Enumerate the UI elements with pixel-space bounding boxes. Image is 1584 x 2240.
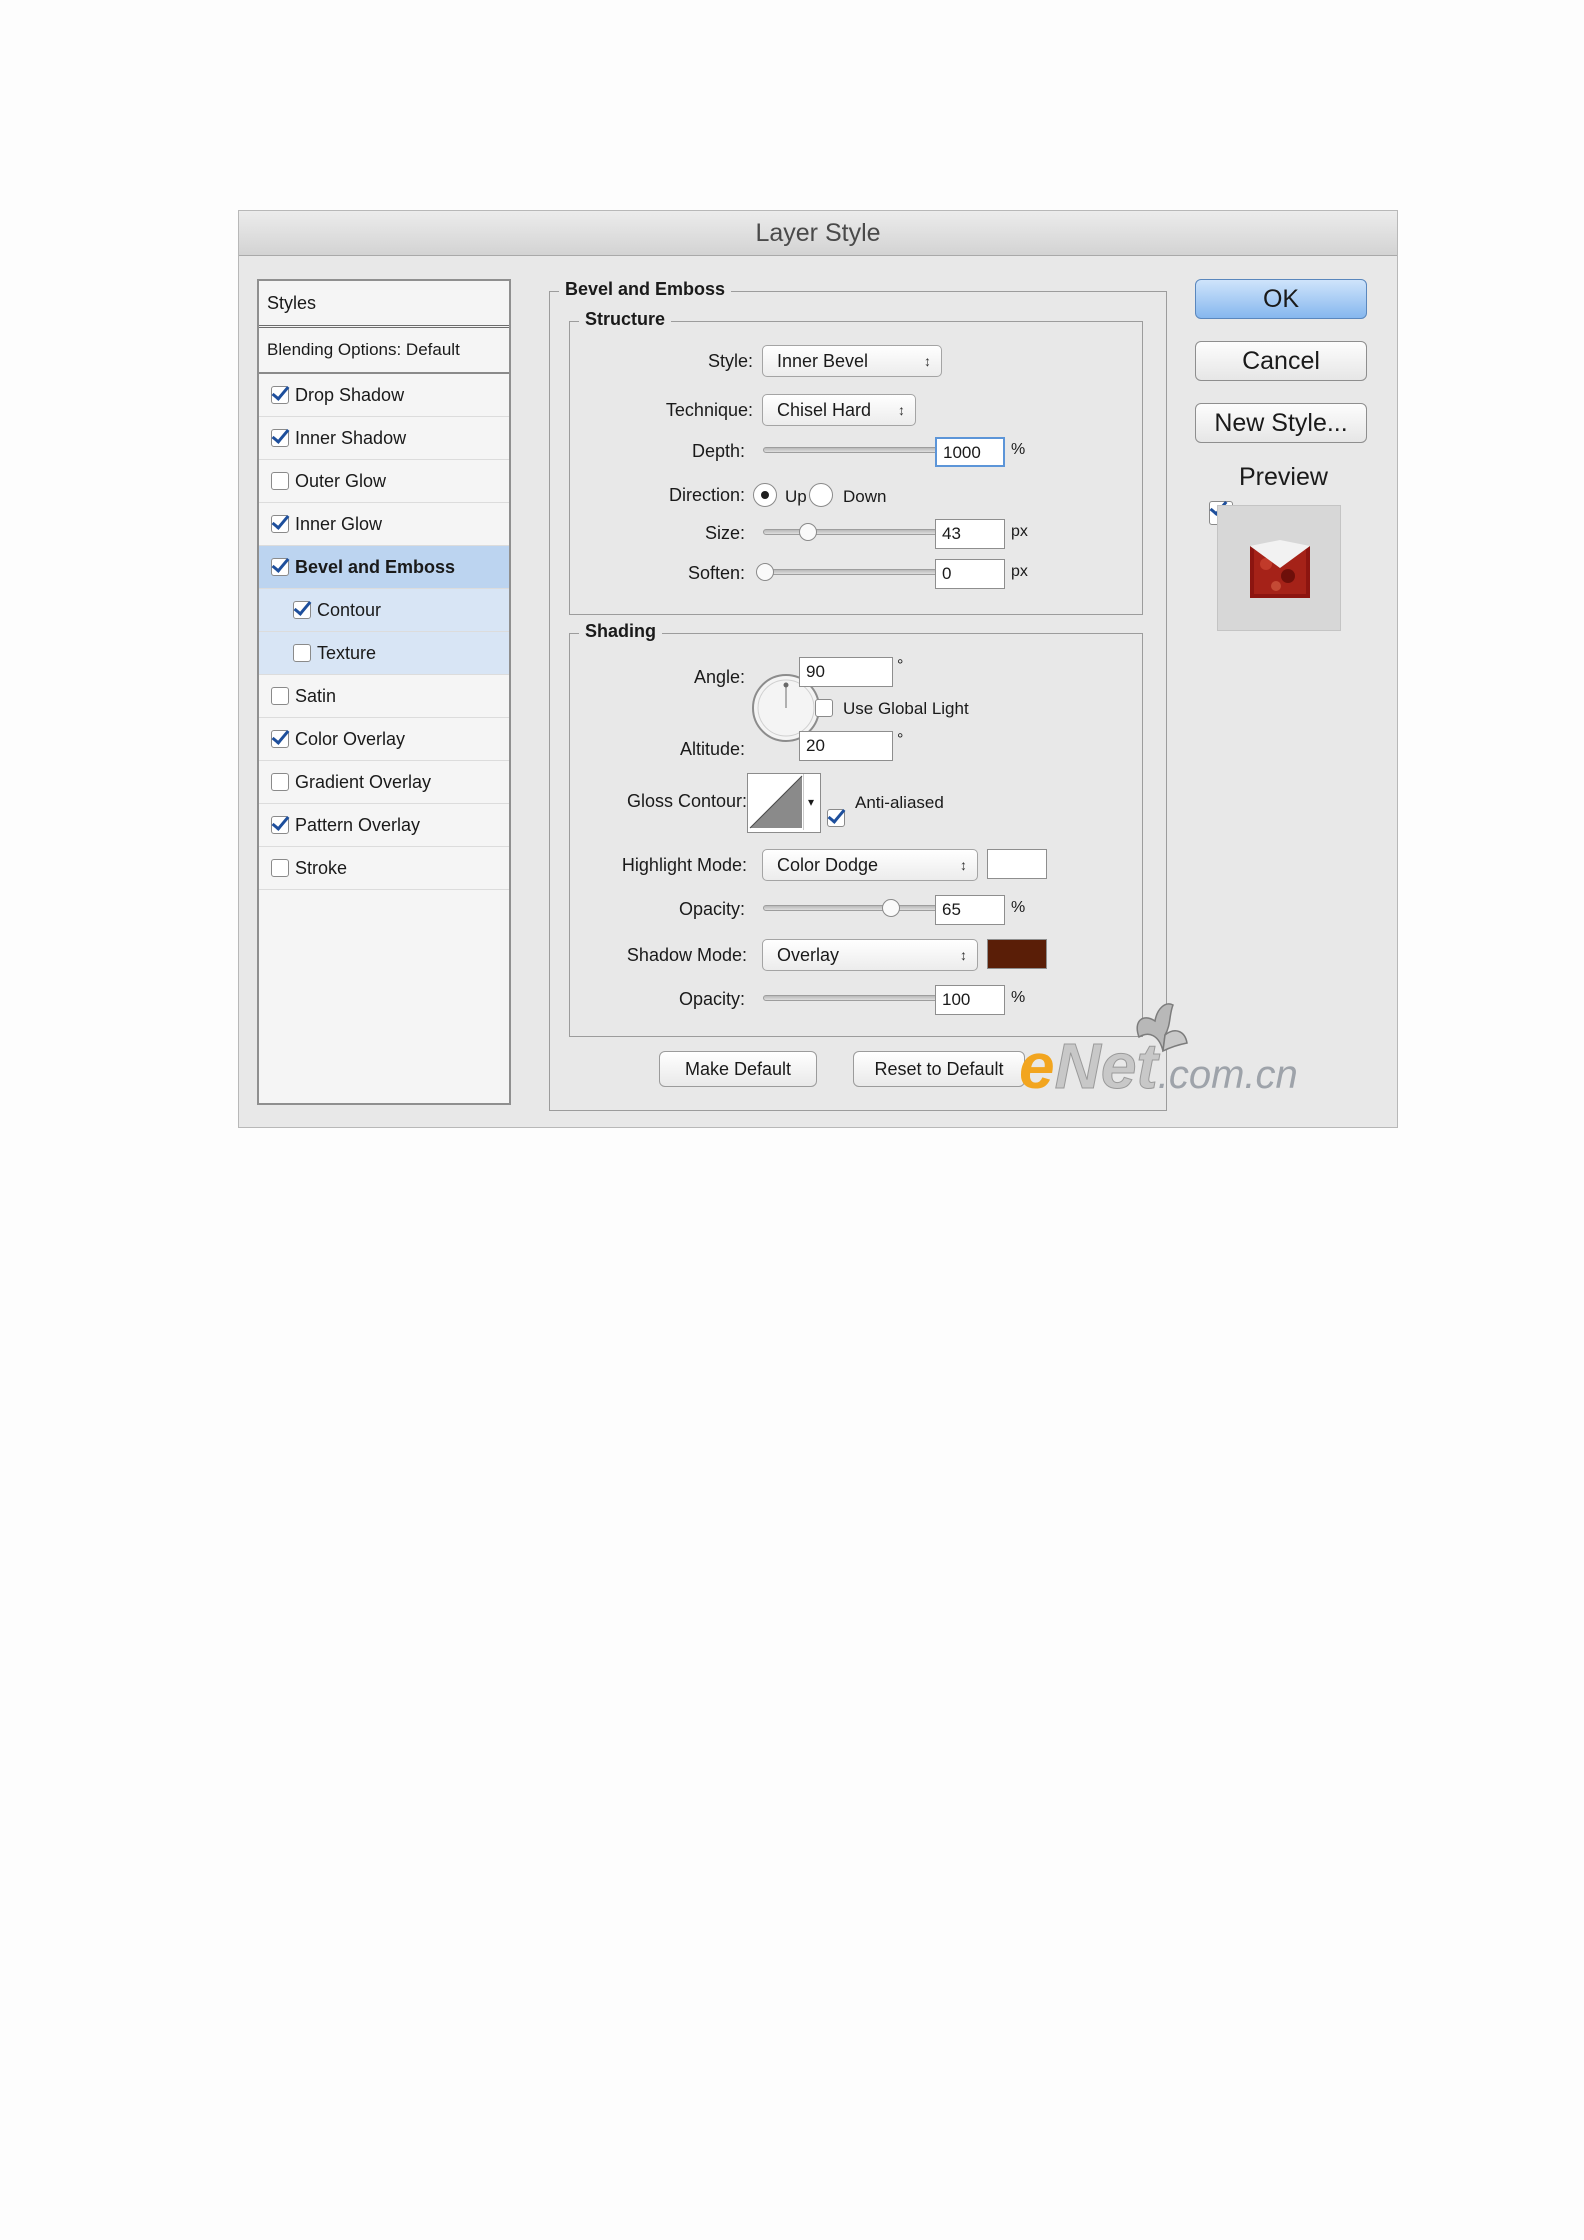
style-item[interactable] <box>259 460 509 503</box>
angle-degree: ° <box>897 657 904 674</box>
style-item[interactable] <box>259 847 509 890</box>
updown-arrow-icon: ↕ <box>960 857 967 873</box>
style-item-label: Inner Glow <box>295 513 383 534</box>
highlight-opacity-slider[interactable] <box>763 905 959 911</box>
angle-label: Angle: <box>693 667 745 687</box>
direction-up-label: Up <box>785 487 807 506</box>
shading-title: Shading <box>579 621 662 642</box>
highlight-color-swatch[interactable] <box>987 849 1047 879</box>
shadow-opacity-unit: % <box>1011 989 1026 1006</box>
highlight-opacity-unit: % <box>1011 899 1026 916</box>
highlight-mode-value: Color Dodge <box>777 855 879 875</box>
size-field[interactable]: 43 <box>935 519 1005 549</box>
soften-field[interactable]: 0 <box>935 559 1005 589</box>
style-label: Style: <box>707 351 753 371</box>
soften-label: Soften: <box>687 563 745 583</box>
highlight-opacity-label: Opacity: <box>678 899 745 919</box>
bevel-emboss-title: Bevel and Emboss <box>559 279 731 300</box>
technique-value: Chisel Hard <box>777 400 872 420</box>
style-item-checkbox[interactable] <box>293 601 311 619</box>
structure-title: Structure <box>579 309 671 330</box>
style-item[interactable] <box>259 589 509 632</box>
depth-slider[interactable] <box>763 447 959 453</box>
anti-aliased-label: Anti-aliased <box>855 793 944 812</box>
shadow-opacity-slider[interactable] <box>763 995 959 1001</box>
style-item-label: Contour <box>317 599 382 620</box>
technique-popup[interactable] <box>762 394 916 426</box>
soften-slider[interactable] <box>763 569 959 575</box>
reset-to-default-button[interactable]: Reset to Default <box>853 1051 1025 1087</box>
shadow-mode-label: Shadow Mode: <box>626 945 747 965</box>
style-item-checkbox[interactable] <box>271 730 289 748</box>
style-item-checkbox[interactable] <box>271 472 289 490</box>
use-global-light-label: Use Global Light <box>843 699 969 718</box>
altitude-degree: ° <box>897 731 904 748</box>
highlight-opacity-field[interactable]: 65 <box>935 895 1005 925</box>
depth-unit: % <box>1011 441 1026 458</box>
style-item-label: Gradient Overlay <box>295 771 432 792</box>
shadow-mode-popup[interactable] <box>762 939 978 971</box>
updown-arrow-icon: ↕ <box>960 947 967 963</box>
style-item-label: Drop Shadow <box>295 384 405 405</box>
shadow-opacity-label: Opacity: <box>678 989 745 1009</box>
style-item[interactable] <box>259 374 509 417</box>
highlight-opacity-knob[interactable] <box>882 899 900 917</box>
highlight-mode-label: Highlight Mode: <box>621 855 747 875</box>
styles-list <box>257 279 511 1105</box>
style-item-checkbox[interactable] <box>293 644 311 662</box>
style-preview-thumbnail <box>1217 505 1341 631</box>
depth-field[interactable]: 1000 <box>935 437 1005 467</box>
direction-down-label: Down <box>843 487 887 506</box>
soften-unit: px <box>1011 563 1028 580</box>
shadow-color-swatch[interactable] <box>987 939 1047 969</box>
style-item-label: Satin <box>295 685 337 706</box>
style-item-checkbox[interactable] <box>271 515 289 533</box>
depth-label: Depth: <box>691 441 745 461</box>
gloss-contour-picker[interactable] <box>747 773 821 833</box>
window-title: Layer Style <box>239 211 1397 256</box>
make-default-button[interactable]: Make Default <box>659 1051 817 1087</box>
styles-header[interactable]: Styles <box>259 281 509 328</box>
direction-up-radio[interactable] <box>753 483 777 507</box>
style-item-label: Stroke <box>295 857 348 878</box>
style-value: Inner Bevel <box>777 351 869 371</box>
style-item-label: Inner Shadow <box>295 427 407 448</box>
altitude-label: Altitude: <box>679 739 745 759</box>
size-slider[interactable] <box>763 529 959 535</box>
style-item-checkbox[interactable] <box>271 773 289 791</box>
style-item-checkbox[interactable] <box>271 859 289 877</box>
gloss-contour-label: Gloss Contour: <box>626 791 747 811</box>
angle-field[interactable]: 90 <box>799 657 893 687</box>
new-style-button[interactable]: New Style... <box>1195 403 1367 443</box>
style-item-label: Bevel and Emboss <box>295 556 456 577</box>
use-global-light-checkbox[interactable] <box>815 699 833 717</box>
shadow-mode-value: Overlay <box>777 945 840 965</box>
style-item[interactable] <box>259 804 509 847</box>
style-item[interactable] <box>259 675 509 718</box>
watermark-domain: .com.cn <box>1157 1053 1298 1097</box>
style-item-checkbox[interactable] <box>271 816 289 834</box>
enet-watermark <box>1019 1029 1298 1109</box>
blending-options-item[interactable]: Blending Options: Default <box>259 328 509 374</box>
size-label: Size: <box>704 523 745 543</box>
anti-aliased-checkbox[interactable] <box>827 809 845 827</box>
style-item-checkbox[interactable] <box>271 687 289 705</box>
layer-style-dialog <box>238 210 1398 1128</box>
style-item-checkbox[interactable] <box>271 558 289 576</box>
watermark-net: Net <box>1054 1030 1158 1102</box>
style-item-label: Texture <box>317 642 377 663</box>
contour-curve-icon <box>748 774 804 830</box>
ok-button[interactable]: OK <box>1195 279 1367 319</box>
size-unit: px <box>1011 523 1028 540</box>
style-item-checkbox[interactable] <box>271 386 289 404</box>
direction-label: Direction: <box>668 485 745 505</box>
contour-dropdown-icon[interactable]: ▾ <box>803 774 818 830</box>
style-item[interactable] <box>259 503 509 546</box>
style-item[interactable] <box>259 417 509 460</box>
preview-swatch-image <box>1218 506 1340 630</box>
technique-label: Technique: <box>665 400 753 420</box>
shading-group <box>569 633 1143 1037</box>
altitude-field[interactable]: 20 <box>799 731 893 761</box>
style-item[interactable] <box>259 546 509 589</box>
cancel-button[interactable]: Cancel <box>1195 341 1367 381</box>
preview-label: Preview <box>1239 463 1328 491</box>
style-popup[interactable] <box>762 345 942 377</box>
updown-arrow-icon: ↕ <box>898 402 905 418</box>
highlight-mode-popup[interactable] <box>762 849 978 881</box>
style-item-label: Color Overlay <box>295 728 406 749</box>
direction-down-radio[interactable] <box>809 483 833 507</box>
size-slider-knob[interactable] <box>799 523 817 541</box>
style-item[interactable] <box>259 632 509 675</box>
style-item[interactable] <box>259 761 509 804</box>
soften-slider-knob[interactable] <box>756 563 774 581</box>
style-item-label: Pattern Overlay <box>295 814 421 835</box>
style-item-label: Outer Glow <box>295 470 387 491</box>
watermark-e: e <box>1019 1030 1055 1102</box>
updown-arrow-icon: ↕ <box>924 353 931 369</box>
style-item[interactable] <box>259 718 509 761</box>
shadow-opacity-field[interactable]: 100 <box>935 985 1005 1015</box>
style-item-checkbox[interactable] <box>271 429 289 447</box>
